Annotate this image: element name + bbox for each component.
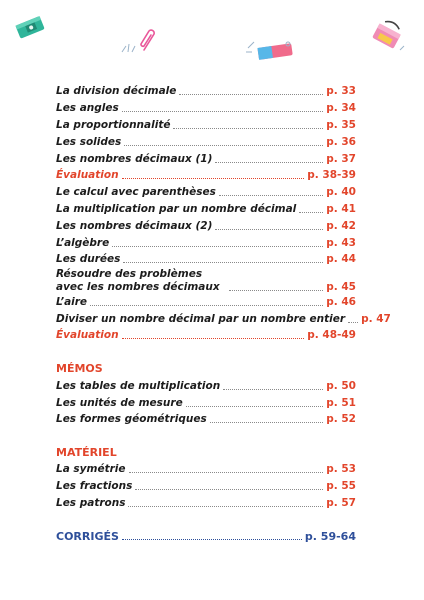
dot-leader (124, 145, 323, 146)
dot-leader (215, 229, 323, 230)
toc-row[interactable] (56, 203, 356, 216)
toc-row[interactable] (56, 153, 356, 166)
toc-page: p. 53 (326, 463, 356, 475)
toc-page: p. 35 (326, 119, 356, 131)
dot-leader (112, 246, 323, 247)
toc-page: p. 45 (326, 281, 356, 293)
toc-label: La proportionnalité (56, 119, 171, 131)
toc-label: L’aire (56, 296, 88, 308)
toc-page: p. 41 (326, 203, 356, 215)
toc-page: p. 40 (326, 186, 356, 198)
toc-label: Les formes géométriques (56, 413, 207, 425)
pencil-sharpener-icon (14, 14, 48, 40)
binder-clip-icon (366, 20, 406, 54)
eraser-icon (244, 38, 300, 64)
toc-label: La multiplication par un nombre décimal (56, 203, 297, 215)
dot-leader (122, 178, 305, 179)
toc-row[interactable] (56, 497, 356, 510)
dot-leader (299, 212, 323, 213)
toc-row[interactable] (56, 413, 356, 426)
dot-leader (186, 406, 324, 407)
toc-label: La symétrie (56, 463, 126, 475)
toc-page: p. 37 (326, 153, 356, 165)
toc-page: p. 48-49 (307, 329, 356, 341)
dot-leader (348, 322, 358, 323)
toc-label (56, 268, 226, 294)
toc-row[interactable] (56, 102, 356, 115)
toc-label-line: avec les nombres décimaux (56, 281, 220, 293)
toc-row-evaluation[interactable] (56, 329, 356, 342)
section-title-materiel: MATÉRIEL (56, 446, 117, 459)
toc-page: p. 33 (326, 85, 356, 97)
dot-leader (135, 489, 323, 490)
toc-page: p. 51 (326, 397, 356, 409)
toc-page: p. 47 (361, 313, 391, 325)
toc-page: p. 34 (326, 102, 356, 114)
toc-row[interactable] (56, 296, 356, 309)
dot-leader (128, 506, 323, 507)
toc-page: p. 43 (326, 237, 356, 249)
toc-row[interactable] (56, 463, 356, 476)
toc-row-evaluation[interactable] (56, 169, 356, 182)
toc-page: p. 59-64 (304, 530, 356, 543)
toc-label: CORRIGÉS (56, 530, 119, 543)
toc-label: Les angles (56, 102, 119, 114)
dot-leader (219, 195, 323, 196)
dot-leader (229, 290, 323, 291)
toc-row[interactable] (56, 253, 356, 266)
dot-leader (122, 111, 323, 112)
toc-row[interactable] (56, 268, 356, 294)
toc-page: p. 42 (326, 220, 356, 232)
toc-label: Les nombres décimaux (2) (56, 220, 213, 232)
toc-row[interactable] (56, 397, 356, 410)
toc-label: Les tables de multiplication (56, 380, 221, 392)
dot-leader (122, 338, 305, 339)
toc-label: Évaluation (56, 329, 119, 341)
toc-page: p. 36 (326, 136, 356, 148)
toc-row[interactable] (56, 313, 391, 326)
sparkle-lines (120, 40, 138, 54)
toc-label: Le calcul avec parenthèses (56, 186, 216, 198)
toc-row[interactable] (56, 220, 356, 233)
toc-page: p. 38-39 (307, 169, 356, 181)
toc-page: p. 44 (326, 253, 356, 265)
toc-page: p. 55 (326, 480, 356, 492)
dot-leader (223, 389, 323, 390)
section-title-memos: MÉMOS (56, 362, 103, 375)
dot-leader (179, 94, 323, 95)
toc-label-line: Résoudre des problèmes (56, 268, 203, 280)
toc-label: Les patrons (56, 497, 126, 509)
toc-row[interactable] (56, 380, 356, 393)
toc-label: Les nombres décimaux (1) (56, 153, 213, 165)
toc-label: Les unités de mesure (56, 397, 183, 409)
toc-page: p. 52 (326, 413, 356, 425)
toc-row-corriges[interactable] (56, 530, 356, 543)
toc-page: p. 50 (326, 380, 356, 392)
toc-label: Les durées (56, 253, 121, 265)
toc-label: Les solides (56, 136, 122, 148)
dot-leader (90, 305, 323, 306)
dot-leader (173, 128, 323, 129)
toc-row[interactable] (56, 480, 356, 493)
dot-leader (129, 472, 324, 473)
toc-label: La division décimale (56, 85, 177, 97)
toc-label: L’algèbre (56, 237, 110, 249)
paperclip-icon (138, 28, 160, 54)
dot-leader (210, 422, 324, 423)
toc-row[interactable] (56, 186, 356, 199)
dot-leader (215, 162, 323, 163)
dot-leader (123, 262, 323, 263)
toc-label: Évaluation (56, 169, 119, 181)
toc-row[interactable] (56, 136, 356, 149)
toc-page: p. 57 (326, 497, 356, 509)
toc-row[interactable] (56, 85, 356, 98)
toc-row[interactable] (56, 119, 356, 132)
toc-row[interactable] (56, 237, 356, 250)
toc-label: Diviser un nombre décimal par un nombre entier (56, 313, 346, 325)
toc-label: Les fractions (56, 480, 133, 492)
dot-leader (122, 539, 302, 540)
toc-page: p. 46 (326, 296, 356, 308)
